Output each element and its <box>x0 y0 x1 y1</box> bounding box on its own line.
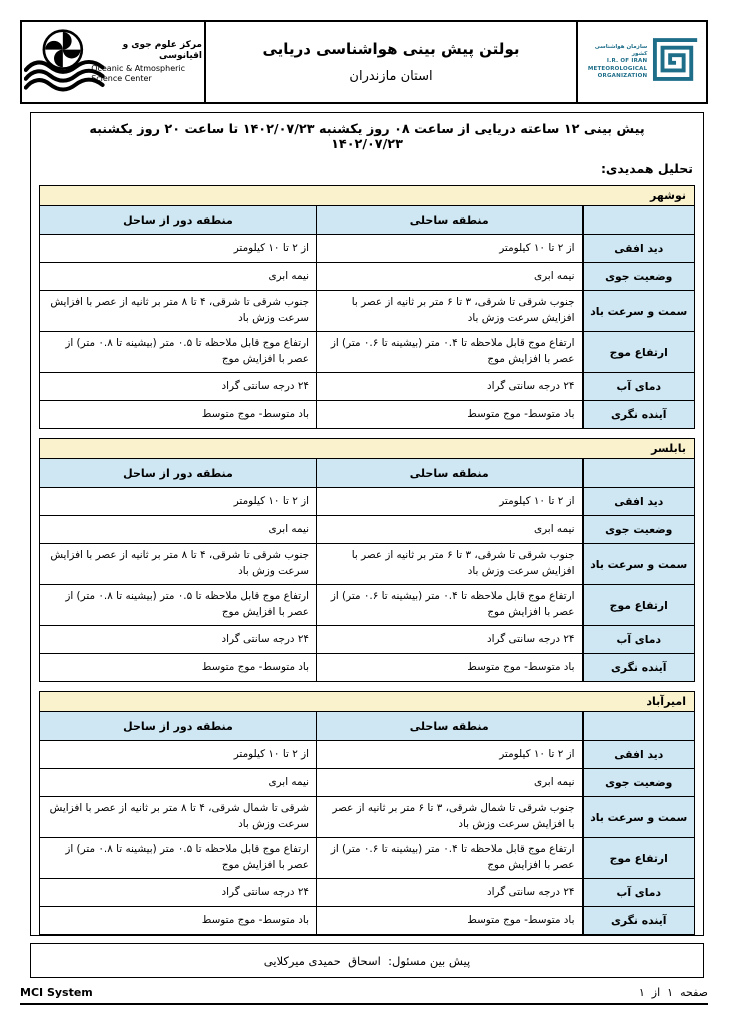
zone-header-coastal: منطقه ساحلی <box>317 206 583 235</box>
visibility-row <box>40 235 695 263</box>
sky-offshore: نیمه ابری <box>40 263 317 291</box>
wave-height-row <box>40 838 695 879</box>
visibility-coastal: از ۲ تا ۱۰ کیلومتر <box>317 741 583 769</box>
station-name-row <box>40 439 695 459</box>
outlook-row <box>40 907 695 935</box>
sky-condition-row <box>40 769 695 797</box>
station-name-row <box>40 186 695 206</box>
sky-condition-row <box>40 516 695 544</box>
water-temp-coastal: ۲۴ درجه سانتی گراد <box>317 373 583 401</box>
zone-header-offshore: منطقه دور از ساحل <box>40 712 317 741</box>
row-label-visibility: دید افقی <box>583 741 695 769</box>
zone-header-offshore: منطقه دور از ساحل <box>40 459 317 488</box>
wind-coastal: جنوب شرقی تا شرقی، ۳ تا ۶ متر بر ثانیه از عصر با افزایش سرعت وزش باد <box>317 544 583 585</box>
wave-coastal: ارتفاع موج قابل ملاحظه تا ۰.۴ متر (بیشینه تا ۰.۶ متر) از عصر با افزایش موج <box>317 332 583 373</box>
irimo-logo-text <box>584 44 647 80</box>
water-temp-coastal: ۲۴ درجه سانتی گراد <box>317 879 583 907</box>
zone-header-row <box>40 459 695 488</box>
row-label-water-temp: دمای آب <box>583 626 695 654</box>
outlook-offshore: باد متوسط- موج متوسط <box>40 907 317 935</box>
wave-offshore: ارتفاع موج قابل ملاحظه تا ۰.۵ متر (بیشینه تا ۰.۸ متر) از عصر با افزایش موج <box>40 838 317 879</box>
wave-offshore: ارتفاع موج قابل ملاحظه تا ۰.۵ متر (بیشینه تا ۰.۸ متر) از عصر با افزایش موج <box>40 332 317 373</box>
station-name: نوشهر <box>40 186 695 206</box>
page-footer <box>20 986 708 1005</box>
zone-header-coastal: منطقه ساحلی <box>317 459 583 488</box>
zone-header-empty-cell <box>583 459 695 488</box>
wind-offshore: جنوب شرقی تا شرقی، ۴ تا ۸ متر بر ثانیه از عصر با افزایش سرعت وزش باد <box>40 291 317 332</box>
document-header <box>20 20 708 104</box>
outlook-offshore: باد متوسط- موج متوسط <box>40 654 317 682</box>
responsible-forecaster-box <box>30 943 704 978</box>
oceanic-center-logo <box>22 22 206 102</box>
station-table-amirabad <box>39 691 695 935</box>
wind-row <box>40 291 695 332</box>
water-temp-row <box>40 373 695 401</box>
irimo-logo <box>578 22 706 102</box>
wind-row <box>40 544 695 585</box>
irimo-spiral-icon <box>649 31 700 93</box>
wind-offshore: شرقی تا شمال شرقی، ۴ تا ۸ متر بر ثانیه از عصر با افزایش سرعت وزش باد <box>40 797 317 838</box>
row-label-water-temp: دمای آب <box>583 373 695 401</box>
wave-height-row <box>40 332 695 373</box>
oceanic-center-persian-name: مرکز علوم جوی و اقیانوسی <box>122 39 202 61</box>
oceanic-center-english-line2: Science Center <box>91 74 152 84</box>
wave-height-row <box>40 585 695 626</box>
sky-condition-row <box>40 263 695 291</box>
water-temp-coastal: ۲۴ درجه سانتی گراد <box>317 626 583 654</box>
oceanic-center-english-line1: Oceanic & Atmospheric <box>91 64 186 74</box>
visibility-offshore: از ۲ تا ۱۰ کیلومتر <box>40 488 317 516</box>
sky-offshore: نیمه ابری <box>40 769 317 797</box>
sky-coastal: نیمه ابری <box>317 263 583 291</box>
outlook-coastal: باد متوسط- موج متوسط <box>317 654 583 682</box>
zone-header-empty-cell <box>583 206 695 235</box>
row-label-wind: سمت و سرعت باد <box>583 291 695 332</box>
row-label-visibility: دید افقی <box>583 235 695 263</box>
station-name: بابلسر <box>40 439 695 459</box>
visibility-offshore: از ۲ تا ۱۰ کیلومتر <box>40 741 317 769</box>
visibility-coastal: از ۲ تا ۱۰ کیلومتر <box>317 488 583 516</box>
row-label-wind: سمت و سرعت باد <box>583 544 695 585</box>
zone-header-row <box>40 206 695 235</box>
outlook-coastal: باد متوسط- موج متوسط <box>317 401 583 429</box>
sky-offshore: نیمه ابری <box>40 516 317 544</box>
bulletin-subtitle: استان مازندران <box>349 69 433 84</box>
wind-coastal: جنوب شرقی تا شرقی، ۳ تا ۶ متر بر ثانیه از عصر با افزایش سرعت وزش باد <box>317 291 583 332</box>
sky-coastal: نیمه ابری <box>317 769 583 797</box>
station-table-babolsar <box>39 438 695 682</box>
wind-row <box>40 797 695 838</box>
row-label-wave: ارتفاع موج <box>583 332 695 373</box>
irimo-english-line3: ORGANIZATION <box>597 72 648 79</box>
row-label-water-temp: دمای آب <box>583 879 695 907</box>
zone-header-coastal: منطقه ساحلی <box>317 712 583 741</box>
irimo-english-line2: METEOROLOGICAL <box>587 65 648 72</box>
water-temp-offshore: ۲۴ درجه سانتی گراد <box>40 879 317 907</box>
synoptic-analysis-label: تحلیل همدیدی: <box>600 161 693 176</box>
row-label-visibility: دید افقی <box>583 488 695 516</box>
station-table-nowshahr <box>39 185 695 429</box>
water-temp-offshore: ۲۴ درجه سانتی گراد <box>40 626 317 654</box>
water-temp-row <box>40 879 695 907</box>
outlook-coastal: باد متوسط- موج متوسط <box>317 907 583 935</box>
zone-header-empty-cell <box>583 712 695 741</box>
row-label-outlook: آینده نگری <box>583 907 695 935</box>
station-name: امیرآباد <box>40 692 695 712</box>
row-label-sky: وضعیت جوی <box>583 516 695 544</box>
visibility-row <box>40 488 695 516</box>
outlook-offshore: باد متوسط- موج متوسط <box>40 401 317 429</box>
station-table <box>39 438 695 682</box>
forecast-period-line: پیش بینی ۱۲ ساعته دریایی از ساعت ۰۸ روز یکشنبه ۱۴۰۲/۰۷/۲۳ تا ساعت ۲۰ روز یکشنبه ۱۴۰۲/۰۷/۲۳ <box>89 122 645 152</box>
row-label-wave: ارتفاع موج <box>583 585 695 626</box>
bulletin-title: بولتن پیش بینی هواشناسی دریایی <box>262 40 520 58</box>
visibility-offshore: از ۲ تا ۱۰ کیلومتر <box>40 235 317 263</box>
visibility-row <box>40 741 695 769</box>
sky-coastal: نیمه ابری <box>317 516 583 544</box>
row-label-wave: ارتفاع موج <box>583 838 695 879</box>
row-label-outlook: آینده نگری <box>583 654 695 682</box>
station-table <box>39 691 695 935</box>
wave-offshore: ارتفاع موج قابل ملاحظه تا ۰.۵ متر (بیشینه تا ۰.۸ متر) از عصر با افزایش موج <box>40 585 317 626</box>
irimo-english-line1: I.R. OF IRAN <box>606 58 648 65</box>
zone-header-row <box>40 712 695 741</box>
wind-coastal: جنوب شرقی تا شمال شرقی، ۳ تا ۶ متر بر ثانیه از عصر با افزایش سرعت وزش باد <box>317 797 583 838</box>
visibility-coastal: از ۲ تا ۱۰ کیلومتر <box>317 235 583 263</box>
wave-coastal: ارتفاع موج قابل ملاحظه تا ۰.۴ متر (بیشینه تا ۰.۶ متر) از عصر با افزایش موج <box>317 838 583 879</box>
station-name-row <box>40 692 695 712</box>
system-label: MCI System <box>20 986 93 999</box>
row-label-outlook: آینده نگری <box>583 401 695 429</box>
page-number-label: صفحه ۱ از ۱ <box>638 986 708 999</box>
row-label-sky: وضعیت جوی <box>583 263 695 291</box>
outlook-row <box>40 401 695 429</box>
bulletin-title-block <box>206 22 578 102</box>
irimo-persian-name: سازمان هواشناسی کشور <box>594 44 648 58</box>
outlook-row <box>40 654 695 682</box>
zone-header-offshore: منطقه دور از ساحل <box>40 206 317 235</box>
water-temp-row <box>40 626 695 654</box>
bulletin-body <box>30 112 704 936</box>
row-label-sky: وضعیت جوی <box>583 769 695 797</box>
row-label-wind: سمت و سرعت باد <box>583 797 695 838</box>
station-table <box>39 185 695 429</box>
oceanic-center-logo-text <box>91 40 202 85</box>
wave-coastal: ارتفاع موج قابل ملاحظه تا ۰.۴ متر (بیشینه تا ۰.۶ متر) از عصر با افزایش موج <box>317 585 583 626</box>
water-temp-offshore: ۲۴ درجه سانتی گراد <box>40 373 317 401</box>
wind-offshore: جنوب شرقی تا شرقی، ۴ تا ۸ متر بر ثانیه از عصر با افزایش سرعت وزش باد <box>40 544 317 585</box>
responsible-forecaster-line: پیش بین مسئول: اسحاق حمیدی میرکلایی <box>263 953 471 968</box>
